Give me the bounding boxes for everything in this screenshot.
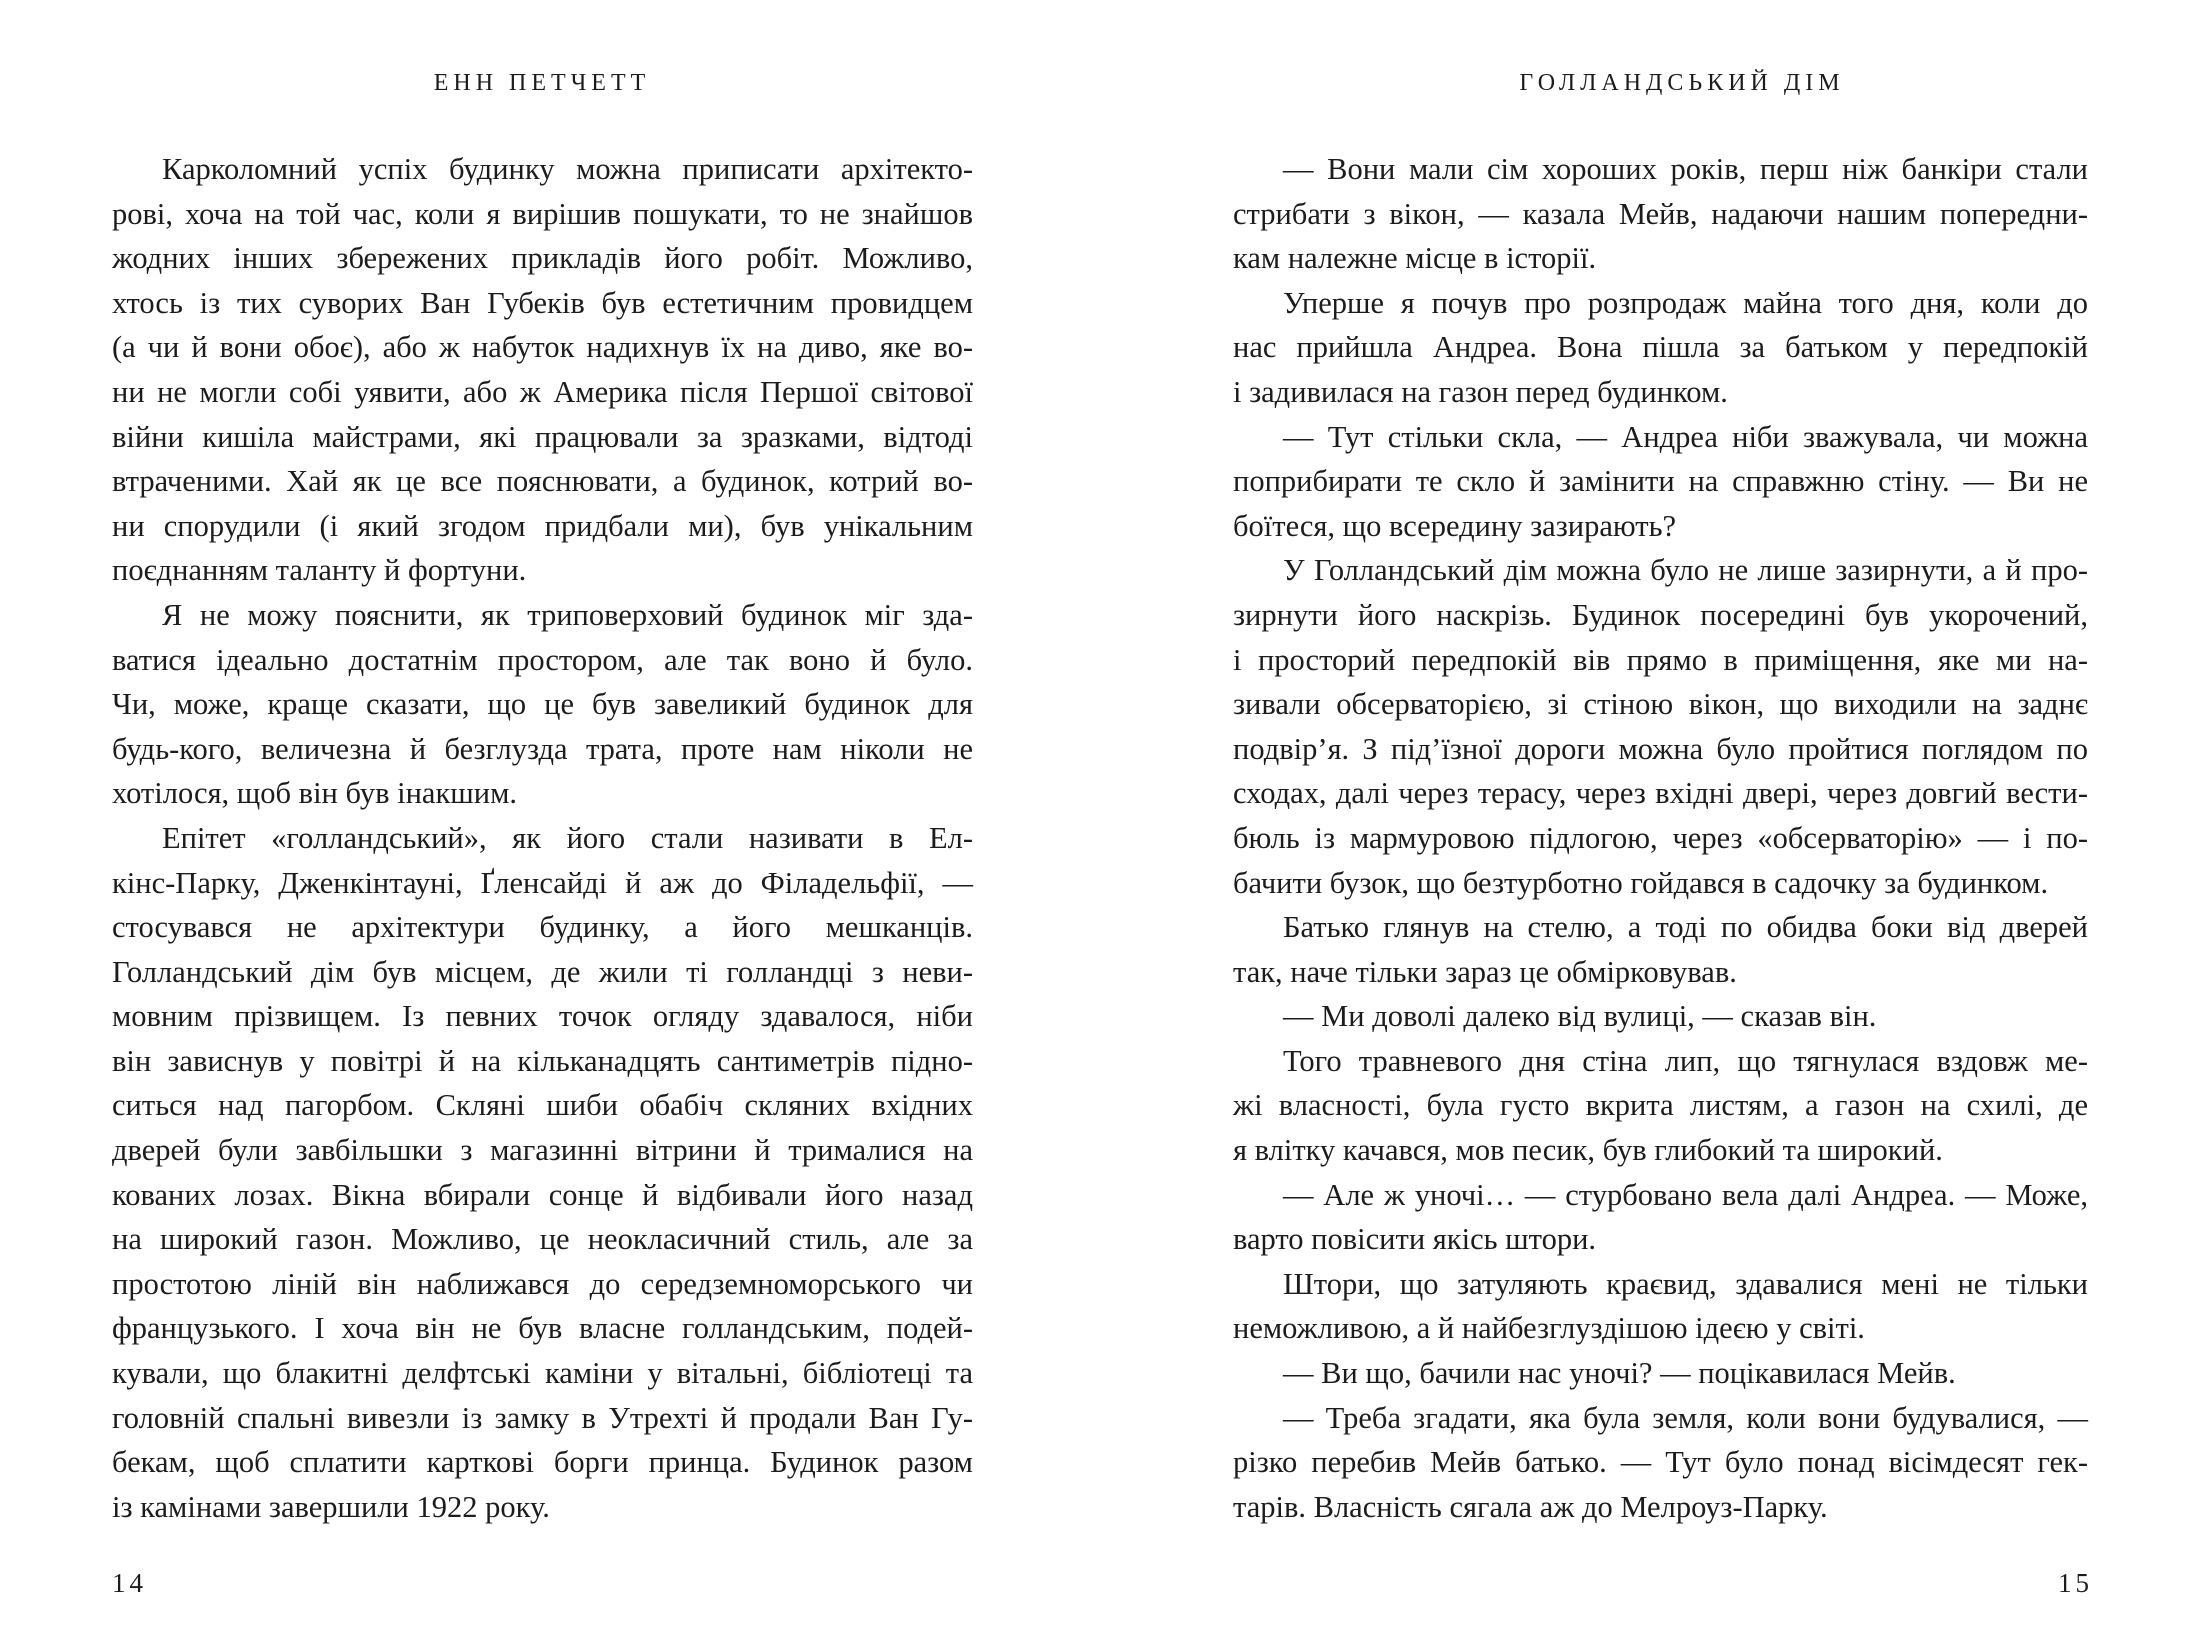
text-line: ни не могли собі уявити, або ж Америка після Першої світової (112, 374, 973, 409)
text-line: я влітку качався, мов песик, був глибокий та широкий. (1233, 1133, 1943, 1168)
text-line: Карколомний успіх будинку можна приписати архітекто- (162, 152, 973, 186)
text-line: простотою ліній він наближався до середземноморського чи (112, 1266, 973, 1301)
text-line: кованих лозах. Вікна вбирали сонце й відбивали його назад (112, 1177, 973, 1212)
text-line: — Але ж уночі… — стурбовано вела далі Андреа. — Може, (1283, 1177, 2088, 1212)
paragraph (112, 593, 973, 816)
running-head-author: ЕНН ПЕТЧЕТТ (433, 70, 651, 96)
text-line: нас прийшла Андреа. Вона пішла за батьком у передпокій (1233, 330, 2088, 365)
text-line: стрибати з вікон, — казала Мейв, надаючи нашим попередни- (1233, 196, 2088, 231)
text-line: жі власності, була густо вкрита листям, а газон на схилі, де (1233, 1088, 2088, 1123)
text-line: — Треба згадати, яка була земля, коли вони будувалися, — (1283, 1400, 2088, 1435)
text-line: стосувався не архітектури будинку, а його мешканців. (112, 910, 973, 945)
text-line: Уперше я почув про розпродаж майна того дня, коли до (1283, 285, 2088, 320)
text-line: зирнути його наскрізь. Будинок посередині був укорочений, (1233, 597, 2088, 632)
text-line: бекам, щоб сплатити карткові борги принца. Будинок разом (112, 1445, 973, 1480)
text-line: із камінами завершили 1922 року. (112, 1489, 550, 1524)
text-line: тарів. Власність сягала аж до Мелроуз-Парку. (1233, 1489, 1828, 1524)
text-line: сходах, далі через терасу, через вхідні двері, через довгий вести- (1233, 776, 2088, 811)
text-line: різко перебив Мейв батько. — Тут було понад вісімдесят гек- (1233, 1445, 2088, 1480)
text-line: Батько глянув на стелю, а тоді по обидва боки від дверей (1283, 910, 2088, 945)
text-line: втраченими. Хай як це все пояснювати, а будинок, котрий во- (112, 464, 973, 499)
text-line: боїтеся, що всередину зазирають? (1233, 508, 1677, 543)
paragraph (112, 147, 973, 593)
text-line: неможливою, а й найбезглуздішою ідеєю у світі. (1233, 1311, 1865, 1346)
paragraph (1233, 548, 2088, 905)
paragraph (112, 816, 973, 1530)
paragraph (1233, 1351, 2088, 1396)
page-number: 14 (112, 1568, 147, 1598)
text-line: французького. І хоча він не був власне голландським, подей- (112, 1311, 973, 1346)
text-line: на широкий газон. Можливо, це неокласичний стиль, але за (112, 1222, 973, 1257)
paragraph (1233, 1173, 2088, 1262)
text-line: — Ми доволі далеко від вулиці, — сказав він. (1283, 999, 1877, 1034)
text-line: ватися ідеально достатнім простором, але так воно й було. (112, 642, 973, 677)
left-page-body (112, 147, 973, 1529)
text-line: У Голландський дім можна було не лише зазирнути, а й про- (1283, 553, 2088, 588)
text-line: поприбирати те скло й замінити на справжню стіну. — Ви не (1233, 464, 2088, 499)
text-line: ни спорудили (і який згодом придбали ми), був унікальним (112, 508, 973, 543)
paragraph (1233, 994, 2088, 1039)
text-line: варто повісити якісь штори. (1233, 1222, 1597, 1257)
paragraph (1233, 415, 2088, 549)
text-line: — Ви що, бачили нас уночі? — поцікавилася Мейв. (1283, 1356, 1956, 1391)
text-line: кам належне місце в історії. (1233, 241, 1597, 276)
text-line: (а чи й вони обоє), або ж набуток надихнув їх на диво, яке во- (112, 330, 973, 365)
text-line: мовним прізвищем. Із певних точок огляду здавалося, ніби (112, 999, 973, 1034)
paragraph (1233, 1262, 2088, 1351)
text-line: кінс-Парку, Дженкінтауні, Ґленсайді й аж до Філадельфії, — (112, 865, 973, 900)
page-number: 15 (2058, 1568, 2093, 1598)
text-line: жодних інших збережених прикладів його робіт. Можливо, (112, 241, 973, 276)
text-line: будь-кого, величезна й безглузда трата, проте нам ніколи не (112, 731, 973, 766)
text-line: Чи, може, краще сказати, що це був завеликий будинок для (112, 687, 973, 722)
text-line: бачити бузок, що безтурботно гойдався в садочку за будинком. (1233, 865, 2049, 900)
text-line: Штори, що затуляють краєвид, здавалися мені не тільки (1283, 1266, 2088, 1301)
text-line: кували, що блакитні делфтські каміни у вітальні, бібліотеці та (112, 1356, 973, 1391)
right-page (1100, 0, 2200, 1650)
text-line: Я не можу пояснити, як триповерховий будинок міг зда- (162, 597, 973, 632)
paragraph (1233, 281, 2088, 415)
text-line: зивали обсерваторією, зі стіною вікон, що виходили на заднє (1233, 687, 2088, 722)
paragraph (1233, 1039, 2088, 1173)
text-line: так, наче тільки зараз це обмірковував. (1233, 954, 1737, 989)
paragraph (1233, 1396, 2088, 1530)
text-line: — Вони мали сім хороших років, перш ніж банкіри стали (1283, 152, 2088, 186)
running-head-title: ГОЛЛАНДСЬКИЙ ДІМ (1519, 70, 1845, 96)
text-line: і просторий передпокій вів прямо в приміщення, яке ми на- (1233, 642, 2088, 677)
text-line: головній спальні вивезли із замку в Утрехті й продали Ван Гу- (112, 1400, 973, 1435)
text-line: бюль із мармуровою підлогою, через «обсерваторію» — і по- (1233, 820, 2088, 855)
text-line: поєднанням таланту й фортуни. (112, 553, 527, 588)
text-line: хтось із тих суворих Ван Губеків був естетичним провидцем (112, 285, 973, 320)
text-line: війни кишіла майстрами, які працювали за зразками, відтоді (112, 419, 973, 454)
text-line: дверей були завбільшки з магазинні вітрини й трималися на (112, 1133, 973, 1168)
text-line: — Тут стільки скла, — Андреа ніби зважувала, чи можна (1283, 419, 2088, 454)
paragraph (1233, 905, 2088, 994)
text-line: і задивилася на газон перед будинком. (1233, 374, 1728, 409)
text-line: Епітет «голландський», як його стали називати в Ел- (162, 820, 973, 855)
text-line: хотілося, щоб він був інакшим. (112, 776, 518, 811)
text-line: рові, хоча на той час, коли я вирішив пошукати, то не знайшов (112, 196, 973, 231)
text-line: ситься над пагорбом. Скляні шиби обабіч скляних вхідних (112, 1088, 973, 1123)
text-line: Голландський дім був місцем, де жили ті голландці з неви- (112, 954, 973, 989)
text-line: подвір’я. З під’їзної дороги можна було пройтися поглядом по (1233, 731, 2088, 766)
text-line: Того травневого дня стіна лип, що тягнулася вздовж ме- (1283, 1043, 2088, 1078)
paragraph (1233, 147, 2088, 281)
right-page-body (1233, 147, 2088, 1529)
text-line: він зависнув у повітрі й на кільканадцять сантиметрів підно- (112, 1043, 973, 1078)
